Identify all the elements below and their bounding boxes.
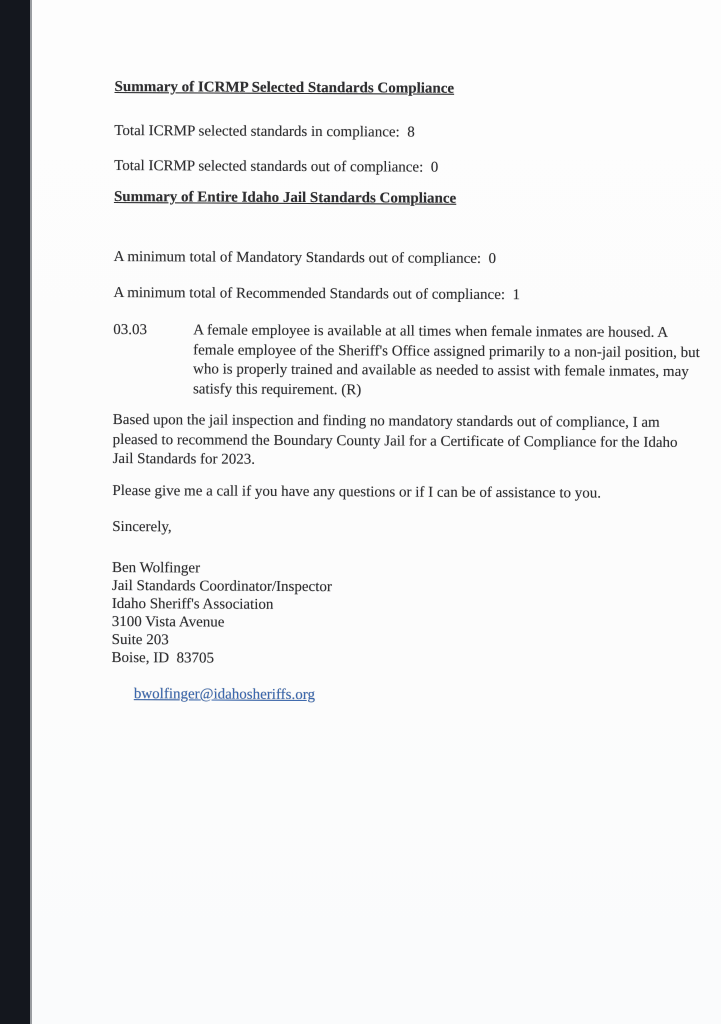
signature-address-city: Boise, ID 83705 <box>111 649 215 667</box>
letter-body <box>111 0 721 725</box>
paragraph-recommendation-line: Based upon the jail inspection and finding no mandatory standards out of compliance, I am <box>112 411 660 431</box>
standard-text-line: satisfy this requirement. (R) <box>192 380 362 398</box>
stat-mandatory-out-of-compliance: A minimum total of Mandatory Standards out of compliance: 0 <box>113 248 497 267</box>
email-link[interactable]: bwolfinger@idahosheriffs.org <box>133 686 316 704</box>
stat-icrmp-out-of-compliance: Total ICRMP selected standards out of compliance: 0 <box>114 157 439 176</box>
standard-text-line: A female employee is available at all times when female inmates are housed. A <box>193 322 669 341</box>
scanner-edge-strip <box>0 0 32 1024</box>
standard-text-line: who is properly trained and available as needed to assist with female inmates, may <box>193 361 689 381</box>
standard-item-03-03 <box>113 321 721 403</box>
signature-name: Ben Wolfinger <box>111 559 201 577</box>
stat-recommended-out-of-compliance: A minimum total of Recommended Standards out of compliance: 1 <box>113 284 521 304</box>
paragraph-recommendation-line: pleased to recommend the Boundary County Jail for a Certificate of Compliance for the Idaho <box>112 431 678 451</box>
standard-text <box>193 321 721 402</box>
standard-number: 03.03 <box>113 321 148 339</box>
paragraph-contact: Please give me a call if you have any questions or if I can be of assistance to you. <box>112 482 602 502</box>
paragraph-recommendation <box>113 411 721 473</box>
heading-idaho-jail-compliance: Summary of Entire Idaho Jail Standards Compliance <box>113 188 457 207</box>
standard-text-line: female employee of the Sheriff's Office assigned primarily to a non-jail position, but <box>193 341 700 361</box>
signature-block <box>111 559 721 725</box>
closing-sincerely: Sincerely, <box>112 518 172 536</box>
signature-address-street: 3100 Vista Avenue <box>111 613 225 631</box>
heading-icrmp-compliance: Summary of ICRMP Selected Standards Compliance <box>114 78 455 97</box>
paragraph-recommendation-line: Jail Standards for 2023. <box>112 450 256 468</box>
signature-title: Jail Standards Coordinator/Inspector <box>111 577 332 596</box>
signature-organization: Idaho Sheriff's Association <box>111 595 274 613</box>
stat-icrmp-in-compliance: Total ICRMP selected standards in compliance: 8 <box>114 122 415 141</box>
signature-address-suite: Suite 203 <box>111 631 169 649</box>
